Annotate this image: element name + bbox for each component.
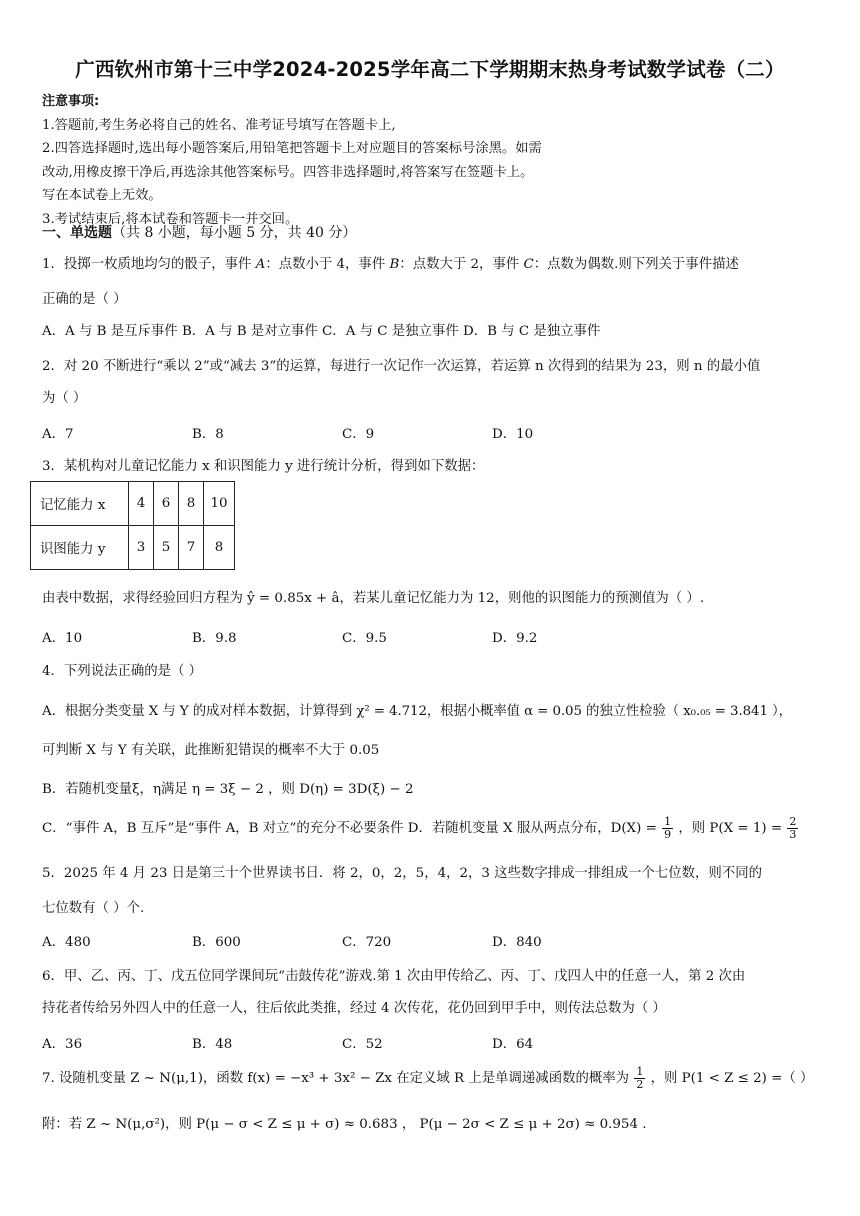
fraction-denominator: 2 [636,1078,644,1091]
option-a: A．10 [42,631,83,646]
table-cell: 6 [154,482,179,526]
option-c: C．9.5 [342,631,387,646]
notes-item: 写在本试卷上无效。 [42,188,162,204]
option-c: C．52 [342,1037,383,1052]
question-3-line-2 [42,587,704,606]
regression-equation: 由表中数据，求得经验回归方程为 ŷ = 0.85x + â [42,591,340,606]
notes-item: 2.四答选择题时,选出每小题答案后,用铅笔把答题卡上对应题目的答案标号涂黑。如需 [42,141,542,157]
question-1-options: A．A 与 B 是互斥事件 B．A 与 B 是对立事件 C．A 与 C 是独立事件 D．B 与 C 是独立事件 [42,324,601,339]
q1-event-a: A [255,257,266,272]
table-cell: 识图能力 y [31,526,129,570]
option-a: A．480 [42,935,91,950]
option-b: B．48 [192,1037,233,1052]
section-title: 一、单选题 [42,225,112,241]
q1-text: ：点数大于 2，事件 [399,257,524,272]
q7-text: ，则 P(1 < Z ≤ 2) =（ ） [650,1071,814,1086]
option-c: C．9 [342,427,375,442]
question-7-line-2: 附：若 Z ~ N(μ,σ²)，则 P(μ − σ < Z ≤ μ + σ) ≈ 0.683 ， P(μ − 2σ < Z ≤ μ + 2σ) ≈ 0.954 . [42,1117,647,1132]
data-table [30,481,235,570]
question-5-options [42,931,642,950]
q4-text: ，则 P(X = 1) = [678,821,783,836]
section-desc: （共 8 小题，每小题 5 分，共 40 分） [112,225,357,241]
notes-item: 改动,用橡皮擦干净后,再选涂其他答案标号。四答非选择题时,将答案写在签题卡上。 [42,164,534,180]
question-4-line-1: 4．下列说法正确的是（ ） [42,664,203,679]
option-b: B．8 [192,427,224,442]
table-cell: 3 [129,526,154,570]
fraction [634,1066,645,1091]
question-5-line-1: 5．2025 年 4 月 23 日是第三十个世界读书日．将 2，0，2，5，4，2，3 这些数字排成一排组成一个七位数，则不同的 [42,866,762,881]
table-cell: 8 [204,526,235,570]
question-5-line-2: 七位数有（ ）个. [42,901,145,916]
page-title: 广西钦州市第十三中学2024-2025学年高二下学期期末热身考试数学试卷（二） [75,58,785,81]
q1-text: ：点数为偶数.则下列关于事件描述 [533,257,739,272]
option-b: B．9.8 [192,631,237,646]
q1-text: 1．投掷一枚质地均匀的骰子，事件 [42,257,256,272]
notes-item: 3.考试结束后,将本试卷和答题卡一并交回。 [42,211,299,227]
section-heading [42,222,356,242]
option-a: A．36 [42,1037,83,1052]
question-2-line-2: 为（ ） [42,391,87,406]
table-cell: 7 [179,526,204,570]
option-d: D．64 [492,1037,534,1052]
q7-text: 7. 设随机变量 Z ~ N(μ,1)，函数 f(x) = −x³ + 3x² − Zx 在定义域 R 上是单调递减函数的概率为 [42,1071,630,1086]
option-c: C．720 [342,935,392,950]
fraction-numerator: 2 [789,815,797,828]
q1-event-c: C [523,257,534,272]
table-cell: 记忆能力 x [31,482,129,526]
question-4-option-a-line-1: A．根据分类变量 X 与 Y 的成对样本数据，计算得到 χ² = 4.712，根据小概率值 α = 0.05 的独立性检验（ x₀.₀₅ = 3.841 ）， [42,704,792,719]
question-1-line-1 [42,253,739,272]
question-6-options [42,1033,642,1052]
question-7-line-1 [42,1066,813,1091]
fraction-numerator: 1 [636,1065,644,1078]
table-cell: 8 [179,482,204,526]
fraction-denominator: 3 [789,828,797,841]
question-6-line-2: 持花者传给另外四人中的任意一人，往后依此类推，经过 4 次传花，花仍回到甲手中，则传法总数为（ ） [42,1001,666,1016]
question-1-line-2: 正确的是（ ） [42,292,127,307]
question-3-line-1: 3．某机构对儿童记忆能力 x 和识图能力 y 进行统计分析，得到如下数据： [42,459,485,474]
q3-text: ，若某儿童记忆能力为 12，则他的识图能力的预测值为（ ）. [339,591,705,606]
question-2-line-1: 2．对 20 不断进行“乘以 2”或“减去 3”的运算，每进行一次记作一次运算，若运算 n 次得到的结果为 23，则 n 的最小值 [42,359,761,374]
table-cell: 4 [129,482,154,526]
notes-block [42,90,832,232]
question-6-line-1: 6．甲、乙、丙、丁、戊五位同学课间玩“击鼓传花”游戏.第 1 次由甲传给乙、丙、丁、戊四人中的任意一人，第 2 次由 [42,969,746,984]
fraction-numerator: 1 [664,815,672,828]
fraction [787,816,798,841]
table-row [31,482,235,526]
question-4-option-a-line-2: 可判断 X 与 Y 有关联，此推断犯错误的概率不大于 0.05 [42,743,380,758]
option-d: D．10 [492,427,534,442]
table-cell: 5 [154,526,179,570]
question-3-options [42,627,642,646]
q1-event-b: B [389,257,400,272]
q1-text: ：点数小于 4，事件 [265,257,390,272]
notes-heading: 注意事项: [42,94,100,109]
question-4-option-cd [42,816,799,841]
option-d: D．840 [492,935,542,950]
notes-item: 1.答题前,考生务必将自己的姓名、准考证号填写在答题卡上, [42,117,396,133]
question-4-option-b: B．若随机变量ξ，η满足 η = 3ξ − 2 ，则 D(η) = 3D(ξ) − 2 [42,782,414,797]
fraction [662,816,673,841]
table-cell: 10 [204,482,235,526]
fraction-denominator: 9 [664,828,672,841]
option-d: D．9.2 [492,631,538,646]
option-b: B．600 [192,935,241,950]
q4-text: C．“事件 A，B 互斥”是“事件 A，B 对立”的充分不必要条件 D．若随机变量 X 服从两点分布，D(X) = [42,821,657,836]
option-a: A．7 [42,427,74,442]
question-2-options [42,423,642,442]
table-row [31,526,235,570]
